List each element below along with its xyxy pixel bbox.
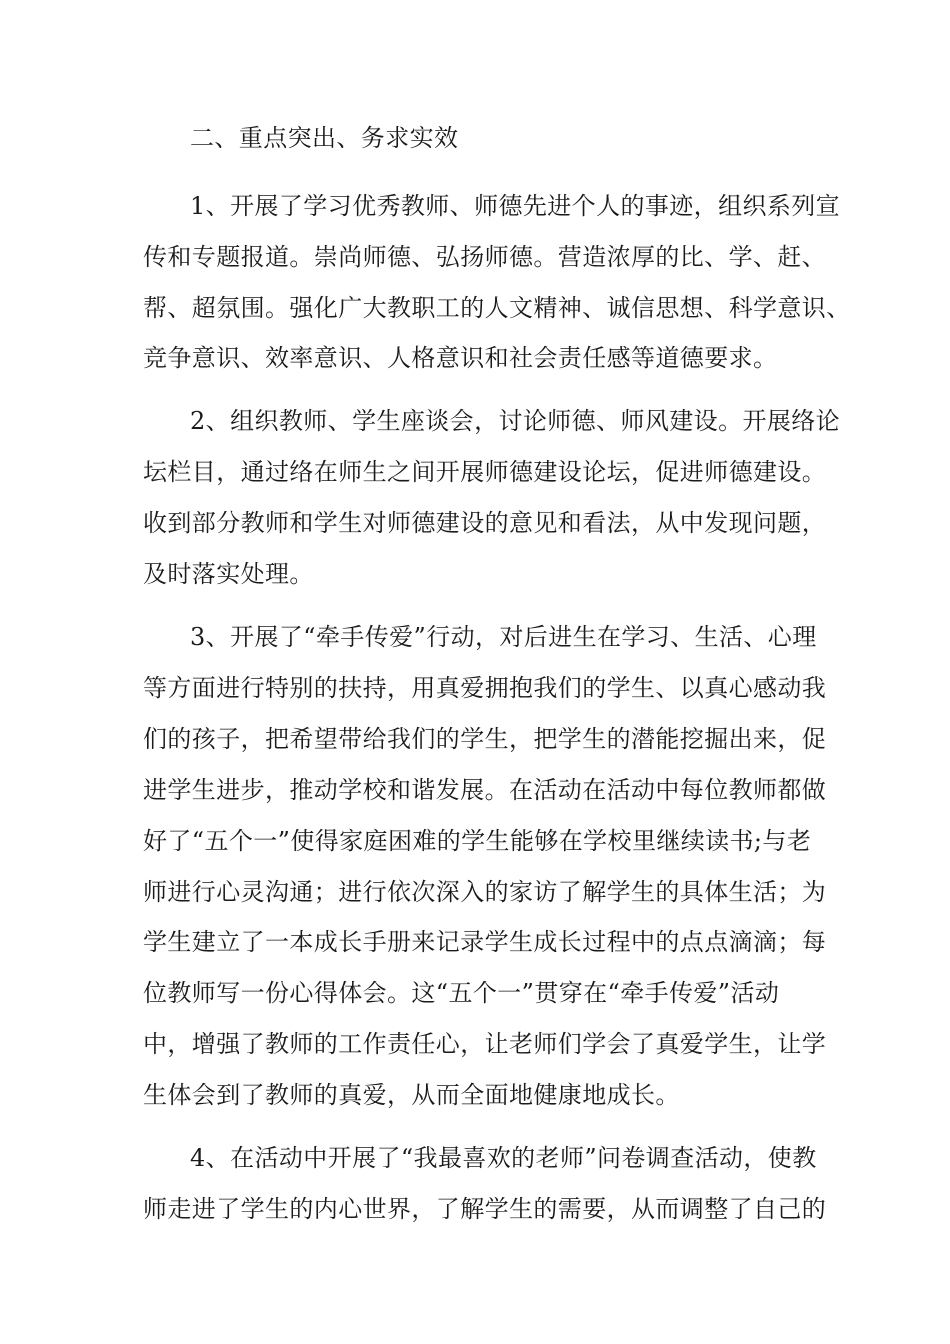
paragraph-3-line-7: 学生建立了一本成长手册来记录学生成长过程中的点点滴滴；每: [143, 928, 827, 956]
paragraph-2-line-3: 收到部分教师和学生对师德建设的意见和看法，从中发现问题，: [143, 509, 827, 537]
paragraph-2-line-2: 坛栏目，通过络在师生之间开展师德建设论坛，促进师德建设。: [143, 458, 827, 486]
paragraph-3-line-3: 们的孩子，把希望带给我们的学生，把学生的潜能挖掘出来，促: [143, 725, 827, 753]
paragraph-3-line-8: 位教师写一份心得体会。这“五个一”贯穿在“牵手传爱”活动: [143, 979, 780, 1007]
paragraph-3-line-9: 中，增强了教师的工作责任心，让老师们学会了真爱学生，让学: [143, 1030, 827, 1058]
paragraph-2-line-1: 2、组织教师、学生座谈会，讨论师德、师风建设。开展络论: [190, 407, 841, 435]
paragraph-3-line-6: 师进行心灵沟通；进行依次深入的家访了解学生的具体生活；为: [143, 878, 827, 906]
paragraph-3-line-5: 好了“五个一”使得家庭困难的学生能够在学校里继续读书;与老: [143, 827, 812, 855]
paragraph-3-line-4: 进学生进步，推动学校和谐发展。在活动在活动中每位教师都做: [143, 776, 827, 804]
paragraph-3-line-2: 等方面进行特别的扶持，用真爱拥抱我们的学生、以真心感动我: [143, 674, 827, 702]
paragraph-1-line-3: 帮、超氛围。强化广大教职工的人文精神、诚信思想、科学意识、: [143, 294, 851, 322]
paragraph-4-line-1: 4、在活动中开展了“我最喜欢的老师”问卷调查活动，使教: [190, 1144, 817, 1172]
paragraph-2-line-4: 及时落实处理。: [143, 560, 314, 588]
paragraph-4-line-2: 师走进了学生的内心世界，了解学生的需要，从而调整了自己的: [143, 1195, 827, 1223]
paragraph-1-line-4: 竞争意识、效率意识、人格意识和社会责任感等道德要求。: [143, 344, 778, 372]
paragraph-1-line-1: 1、开展了学习优秀教师、师德先进个人的事迹，组织系列宣: [190, 192, 841, 220]
section-heading: 二、重点突出、务求实效: [190, 124, 459, 152]
paragraph-3-line-1: 3、开展了“牵手传爱”行动，对后进生在学习、生活、心理: [190, 623, 817, 651]
paragraph-1-line-2: 传和专题报道。崇尚师德、弘扬师德。营造浓厚的比、学、赶、: [143, 243, 827, 271]
paragraph-3-line-10: 生体会到了教师的真爱，从而全面地健康地成长。: [143, 1081, 680, 1109]
